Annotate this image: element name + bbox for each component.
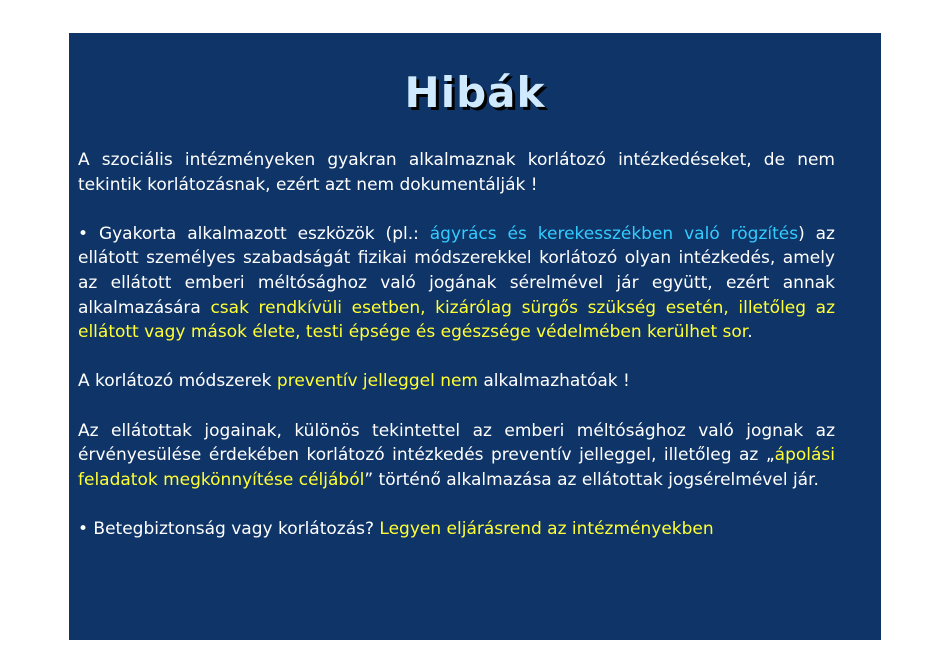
highlight-text: csak rendkívüli esetben, kizárólag sürgős szükség esetén, illetőleg az ellátott vagy mások élete, testi épsége és egészsége védelmében kerülhet sor (78, 297, 836, 343)
paragraph-rights (78, 419, 835, 493)
text-segment: ) az ellátott személyes szabadságát fizikai módszerekkel korlátozó olyan intézkedés, amely az ellátott emberi méltósághoz való jogának sérelmével jár együtt, ezért annak alkalmazására (78, 223, 835, 318)
highlight-text: ápolási feladatok megkönnyítése céljából (78, 445, 835, 490)
text-segment: A szociális intézményeken gyakran alkalmaznak korlátozó intézkedéseket, de nem tekintik korlátozásnak, ezért azt nem dokumentálják ! (78, 150, 835, 195)
highlight-text: Legyen eljárásrend az intézményekben (379, 518, 714, 539)
paragraph-preventive (78, 369, 835, 394)
slide (69, 33, 881, 640)
slide-body (78, 148, 835, 542)
text-segment: alkalmazhatóak ! (477, 371, 630, 392)
text-segment: Az ellátottak jogainak, különös tekintettel az emberi méltósághoz való jognak az érvényesülése érdekében korlátozó intézkedés preventív jelleggel, illetőleg az „ (78, 420, 835, 466)
paragraph-intro (78, 148, 835, 197)
highlight-text: preventív jelleggel nem (276, 371, 478, 392)
paragraph-safety-bullet (78, 517, 835, 542)
text-segment: • Betegbiztonság vagy korlátozás? (78, 518, 380, 539)
text-segment: . (747, 322, 753, 343)
slide-title: Hibák (404, 68, 546, 117)
text-segment: • Gyakorta alkalmazott eszközök (pl.: (78, 223, 430, 244)
paragraph-tools-bullet (78, 222, 835, 345)
text-segment: ” történő alkalmazása az ellátottak jogsérelmével jár. (364, 469, 819, 490)
text-segment: A korlátozó módszerek (78, 371, 277, 392)
highlight-text: ágyrács és kerekesszékben való rögzítés (429, 223, 799, 244)
